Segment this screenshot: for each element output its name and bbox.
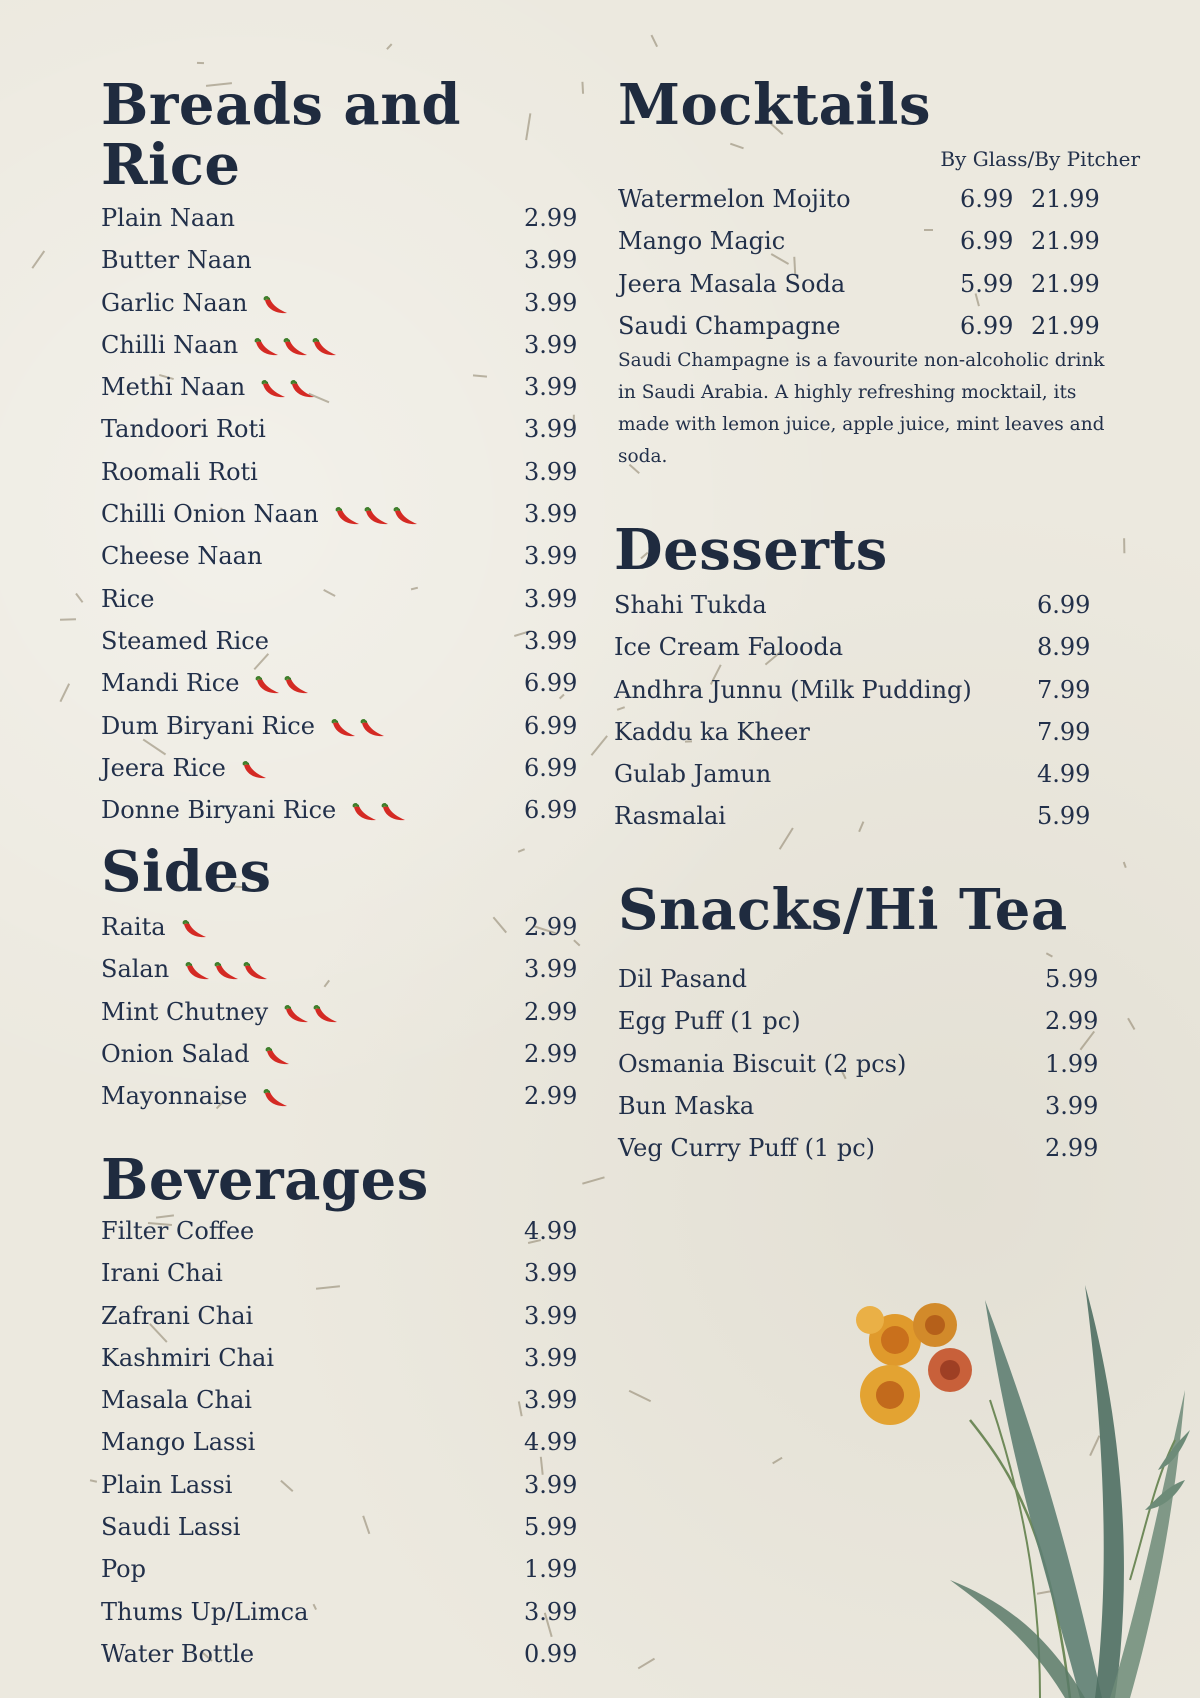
chili-pepper-icon bbox=[359, 719, 387, 739]
mocktails-list bbox=[618, 178, 1148, 347]
menu-item bbox=[614, 584, 1094, 626]
menu-item-name: Mandi Rice bbox=[101, 662, 311, 706]
menu-item-name: Zafrani Chai bbox=[101, 1301, 254, 1330]
menu-item bbox=[101, 1591, 581, 1633]
menu-item-name: Butter Naan bbox=[101, 246, 252, 275]
menu-item-name: Veg Curry Puff (1 pc) bbox=[618, 1134, 875, 1163]
desserts-list bbox=[614, 584, 1094, 838]
menu-item-name: Kashmiri Chai bbox=[101, 1343, 275, 1372]
menu-item-name: Gulab Jamun bbox=[614, 760, 772, 789]
menu-item-name: Cheese Naan bbox=[101, 542, 263, 571]
menu-item bbox=[614, 711, 1094, 753]
menu-item-price: 2.99 bbox=[524, 1039, 578, 1068]
menu-item-price: 3.99 bbox=[524, 1343, 578, 1372]
menu-item-name: Shahi Tukda bbox=[614, 591, 767, 619]
paper-fleck bbox=[1124, 538, 1126, 553]
menu-item-name: Osmania Biscuit (2 pcs) bbox=[618, 1049, 907, 1078]
menu-item-price: 7.99 bbox=[1037, 675, 1091, 704]
menu-item-name: Pop bbox=[101, 1555, 146, 1584]
menu-item bbox=[101, 1464, 581, 1506]
spice-level bbox=[180, 908, 209, 950]
menu-item-price: 3.99 bbox=[524, 288, 578, 317]
menu-item bbox=[101, 578, 581, 620]
menu-item bbox=[614, 795, 1094, 837]
menu-item bbox=[101, 1548, 581, 1590]
menu-item-price: 3.99 bbox=[524, 415, 578, 444]
menu-item-price: 2.99 bbox=[524, 997, 578, 1026]
menu-item bbox=[101, 948, 581, 990]
menu-item-price: 3.99 bbox=[524, 1301, 578, 1330]
breads-section bbox=[101, 72, 581, 831]
menu-item bbox=[101, 1033, 581, 1075]
menu-item-name: Water Bottle bbox=[101, 1639, 255, 1668]
menu-item-price: 3.99 bbox=[524, 1597, 578, 1626]
menu-item-name: Mint Chutney bbox=[101, 991, 340, 1035]
menu-item-price: 2.99 bbox=[524, 913, 578, 941]
chili-pepper-icon bbox=[242, 962, 270, 982]
menu-item bbox=[101, 1337, 581, 1379]
menu-item-name: Plain Naan bbox=[101, 204, 235, 232]
menu-item-name: Bun Maska bbox=[618, 1091, 755, 1120]
menu-item bbox=[101, 239, 581, 281]
chili-pepper-icon bbox=[213, 962, 241, 982]
chili-pepper-icon bbox=[254, 676, 282, 696]
menu-item-name: Steamed Rice bbox=[101, 626, 269, 655]
menu-item-price: 3.99 bbox=[524, 1470, 578, 1499]
desserts-title: Desserts bbox=[614, 517, 888, 583]
menu-item-price: 6.99 bbox=[1037, 591, 1091, 619]
menu-item-price: 7.99 bbox=[1037, 717, 1091, 746]
menu-item-price: 6.99 bbox=[524, 796, 578, 825]
chili-pepper-icon bbox=[253, 338, 281, 358]
menu-item-name: Methi Naan bbox=[101, 366, 317, 410]
menu-item bbox=[618, 1000, 1098, 1042]
menu-item-price: 3.99 bbox=[1045, 1091, 1099, 1120]
pitcher-price: 21.99 bbox=[1031, 227, 1100, 256]
snacks-list bbox=[618, 958, 1098, 1169]
menu-item-name: Andhra Junnu (Milk Pudding) bbox=[614, 675, 972, 704]
menu-item-name: Dum Biryani Rice bbox=[101, 705, 387, 749]
glass-price: 6.99 bbox=[960, 185, 1014, 213]
menu-item-name: Plain Lassi bbox=[101, 1470, 233, 1499]
menu-item-price: 6.99 bbox=[524, 711, 578, 740]
chili-pepper-icon bbox=[312, 1005, 340, 1025]
chili-pepper-icon bbox=[363, 507, 391, 527]
menu-item bbox=[614, 669, 1094, 711]
breads-list bbox=[101, 197, 581, 831]
menu-item-price: 2.99 bbox=[1045, 1007, 1099, 1036]
menu-item-price: 6.99 bbox=[524, 669, 578, 698]
spice-level bbox=[282, 992, 340, 1034]
menu-item-name: Mango Lassi bbox=[101, 1428, 256, 1457]
menu-item-name: Chilli Onion Naan bbox=[101, 493, 420, 537]
menu-item-price: 3.99 bbox=[524, 542, 578, 571]
pitcher-price: 21.99 bbox=[1031, 269, 1100, 298]
menu-item-name: Donne Biryani Rice bbox=[101, 789, 408, 833]
beverages-section bbox=[101, 1147, 581, 1675]
snacks-title: Snacks/Hi Tea bbox=[618, 877, 1068, 943]
menu-item-price: 8.99 bbox=[1037, 633, 1091, 662]
chili-pepper-icon bbox=[181, 920, 209, 940]
menu-item bbox=[618, 178, 1148, 220]
menu-item bbox=[101, 906, 581, 948]
menu-item-name: Garlic Naan bbox=[101, 282, 290, 326]
chili-pepper-icon bbox=[262, 1089, 290, 1109]
menu-item bbox=[101, 1506, 581, 1548]
menu-item-name: Mango Magic bbox=[618, 227, 786, 256]
chili-pepper-icon bbox=[184, 962, 212, 982]
menu-item-name: Jeera Rice bbox=[101, 747, 269, 791]
snacks-section bbox=[618, 877, 1099, 1169]
mocktails-title: Mocktails bbox=[618, 72, 931, 138]
menu-item-price: 3.99 bbox=[524, 584, 578, 613]
menu-item-name: Thums Up/Limca bbox=[101, 1597, 309, 1626]
menu-item-name: Ice Cream Falooda bbox=[614, 633, 844, 662]
paper-fleck bbox=[197, 62, 204, 64]
glass-price: 6.99 bbox=[960, 227, 1014, 256]
spice-level bbox=[333, 495, 420, 537]
menu-item bbox=[618, 1127, 1098, 1169]
spice-level bbox=[329, 706, 387, 748]
menu-item bbox=[101, 282, 581, 324]
menu-item bbox=[101, 1295, 581, 1337]
menu-item bbox=[618, 220, 1148, 262]
menu-item bbox=[101, 324, 581, 366]
menu-item-name: Egg Puff (1 pc) bbox=[618, 1007, 801, 1036]
menu-item bbox=[618, 263, 1148, 305]
mocktails-subheader: By Glass/By Pitcher bbox=[940, 147, 1140, 171]
menu-item bbox=[101, 991, 581, 1033]
menu-item-name: Salan bbox=[101, 948, 270, 992]
pitcher-price: 21.99 bbox=[1031, 185, 1100, 213]
menu-item bbox=[101, 408, 581, 450]
menu-item-price: 3.99 bbox=[524, 373, 578, 402]
mocktails-section bbox=[618, 72, 1148, 467]
chili-pepper-icon bbox=[330, 719, 358, 739]
spice-level bbox=[253, 664, 311, 706]
breads-title: Breads and Rice bbox=[101, 72, 462, 198]
menu-item bbox=[101, 1252, 581, 1294]
menu-item-price: 4.99 bbox=[1037, 760, 1091, 789]
sides-list bbox=[101, 906, 581, 1117]
chili-pepper-icon bbox=[392, 507, 420, 527]
beverages-list bbox=[101, 1210, 581, 1675]
menu-item bbox=[101, 705, 581, 747]
chili-pepper-icon bbox=[351, 803, 379, 823]
beverages-title: Beverages bbox=[101, 1147, 429, 1213]
chili-pepper-icon bbox=[282, 338, 310, 358]
spice-level bbox=[183, 950, 270, 992]
spice-level bbox=[261, 283, 290, 325]
menu-item bbox=[101, 1075, 581, 1117]
menu-item bbox=[101, 493, 581, 535]
menu-item-name: Watermelon Mojito bbox=[618, 185, 851, 213]
mocktail-description: Saudi Champagne is a favourite non-alcoholic drink in Saudi Arabia. A highly refreshing mocktail, its made with lemon juice, apple juice, mint leaves and soda. bbox=[618, 350, 1105, 467]
menu-item-name: Masala Chai bbox=[101, 1386, 252, 1415]
menu-item bbox=[101, 1379, 581, 1421]
menu-item bbox=[618, 958, 1098, 1000]
menu-item-name: Mayonnaise bbox=[101, 1075, 290, 1119]
menu-item-price: 5.99 bbox=[1045, 965, 1099, 993]
menu-item-price: 3.99 bbox=[524, 955, 578, 984]
menu-item-price: 3.99 bbox=[524, 1259, 578, 1288]
menu-item-price: 2.99 bbox=[524, 1082, 578, 1111]
menu-item-price: 1.99 bbox=[524, 1555, 578, 1584]
menu-item-name: Kaddu ka Kheer bbox=[614, 717, 810, 746]
chili-pepper-icon bbox=[283, 1005, 311, 1025]
flower-illustration bbox=[840, 1280, 1200, 1698]
menu-item-name: Rasmalai bbox=[614, 802, 726, 831]
menu-item-name: Filter Coffee bbox=[101, 1217, 255, 1245]
chili-pepper-icon bbox=[311, 338, 339, 358]
menu-item-price: 3.99 bbox=[524, 500, 578, 529]
menu-item bbox=[101, 662, 581, 704]
glass-price: 5.99 bbox=[960, 269, 1014, 298]
menu-item-name: Irani Chai bbox=[101, 1259, 223, 1288]
menu-item bbox=[618, 1043, 1098, 1085]
menu-item bbox=[101, 789, 581, 831]
menu-item-price: 5.99 bbox=[524, 1513, 578, 1542]
chili-pepper-icon bbox=[262, 296, 290, 316]
menu-item bbox=[614, 626, 1094, 668]
spice-level bbox=[261, 1077, 290, 1119]
menu-item bbox=[614, 753, 1094, 795]
menu-item bbox=[101, 451, 581, 493]
chili-pepper-icon bbox=[283, 676, 311, 696]
menu-item-price: 6.99 bbox=[524, 753, 578, 782]
chili-pepper-icon bbox=[334, 507, 362, 527]
menu-item-price: 3.99 bbox=[524, 246, 578, 275]
menu-item-name: Rice bbox=[101, 584, 155, 613]
menu-item-price: 3.99 bbox=[524, 1386, 578, 1415]
menu-item bbox=[101, 197, 581, 239]
menu-item-price: 1.99 bbox=[1045, 1049, 1099, 1078]
spice-level bbox=[240, 748, 269, 790]
menu-item-price: 2.99 bbox=[1045, 1134, 1099, 1163]
menu-item-name: Chilli Naan bbox=[101, 324, 339, 368]
menu-item-price: 5.99 bbox=[1037, 802, 1091, 831]
menu-item bbox=[101, 1633, 581, 1675]
spice-level bbox=[350, 791, 408, 833]
menu-item-name: Raita bbox=[101, 906, 209, 950]
menu-item-price: 3.99 bbox=[524, 330, 578, 359]
menu-item-name: Saudi Lassi bbox=[101, 1513, 241, 1542]
chili-pepper-icon bbox=[241, 761, 269, 781]
menu-item bbox=[101, 1210, 581, 1252]
menu-item bbox=[101, 747, 581, 789]
menu-item bbox=[618, 1085, 1098, 1127]
spice-level bbox=[252, 325, 339, 367]
menu-item bbox=[101, 1421, 581, 1463]
menu-item-name: Dil Pasand bbox=[618, 965, 748, 993]
sides-title: Sides bbox=[101, 839, 272, 905]
chili-pepper-icon bbox=[260, 380, 288, 400]
menu-item-price: 4.99 bbox=[524, 1428, 578, 1457]
chili-pepper-icon bbox=[380, 803, 408, 823]
spice-level bbox=[263, 1034, 292, 1076]
menu-item-name: Saudi Champagne bbox=[618, 311, 841, 340]
sides-section bbox=[101, 839, 581, 1117]
menu-item-name: Tandoori Roti bbox=[101, 415, 266, 444]
chili-pepper-icon bbox=[289, 380, 317, 400]
menu-item-price: 4.99 bbox=[524, 1217, 578, 1245]
menu-item bbox=[101, 620, 581, 662]
menu-item-name: Roomali Roti bbox=[101, 457, 258, 486]
menu-item-price: 0.99 bbox=[524, 1639, 578, 1668]
menu-item-price: 3.99 bbox=[524, 626, 578, 655]
pitcher-price: 21.99 bbox=[1031, 311, 1100, 340]
menu-item bbox=[101, 366, 581, 408]
chili-pepper-icon bbox=[264, 1047, 292, 1067]
menu-item-name: Onion Salad bbox=[101, 1033, 292, 1077]
spice-level bbox=[259, 368, 317, 410]
menu-item-price: 3.99 bbox=[524, 457, 578, 486]
desserts-section bbox=[614, 517, 1094, 838]
menu-item-name: Jeera Masala Soda bbox=[618, 269, 846, 298]
menu-item-price: 2.99 bbox=[524, 204, 578, 232]
glass-price: 6.99 bbox=[960, 311, 1014, 340]
menu-item bbox=[101, 535, 581, 577]
menu-item bbox=[618, 305, 1148, 347]
